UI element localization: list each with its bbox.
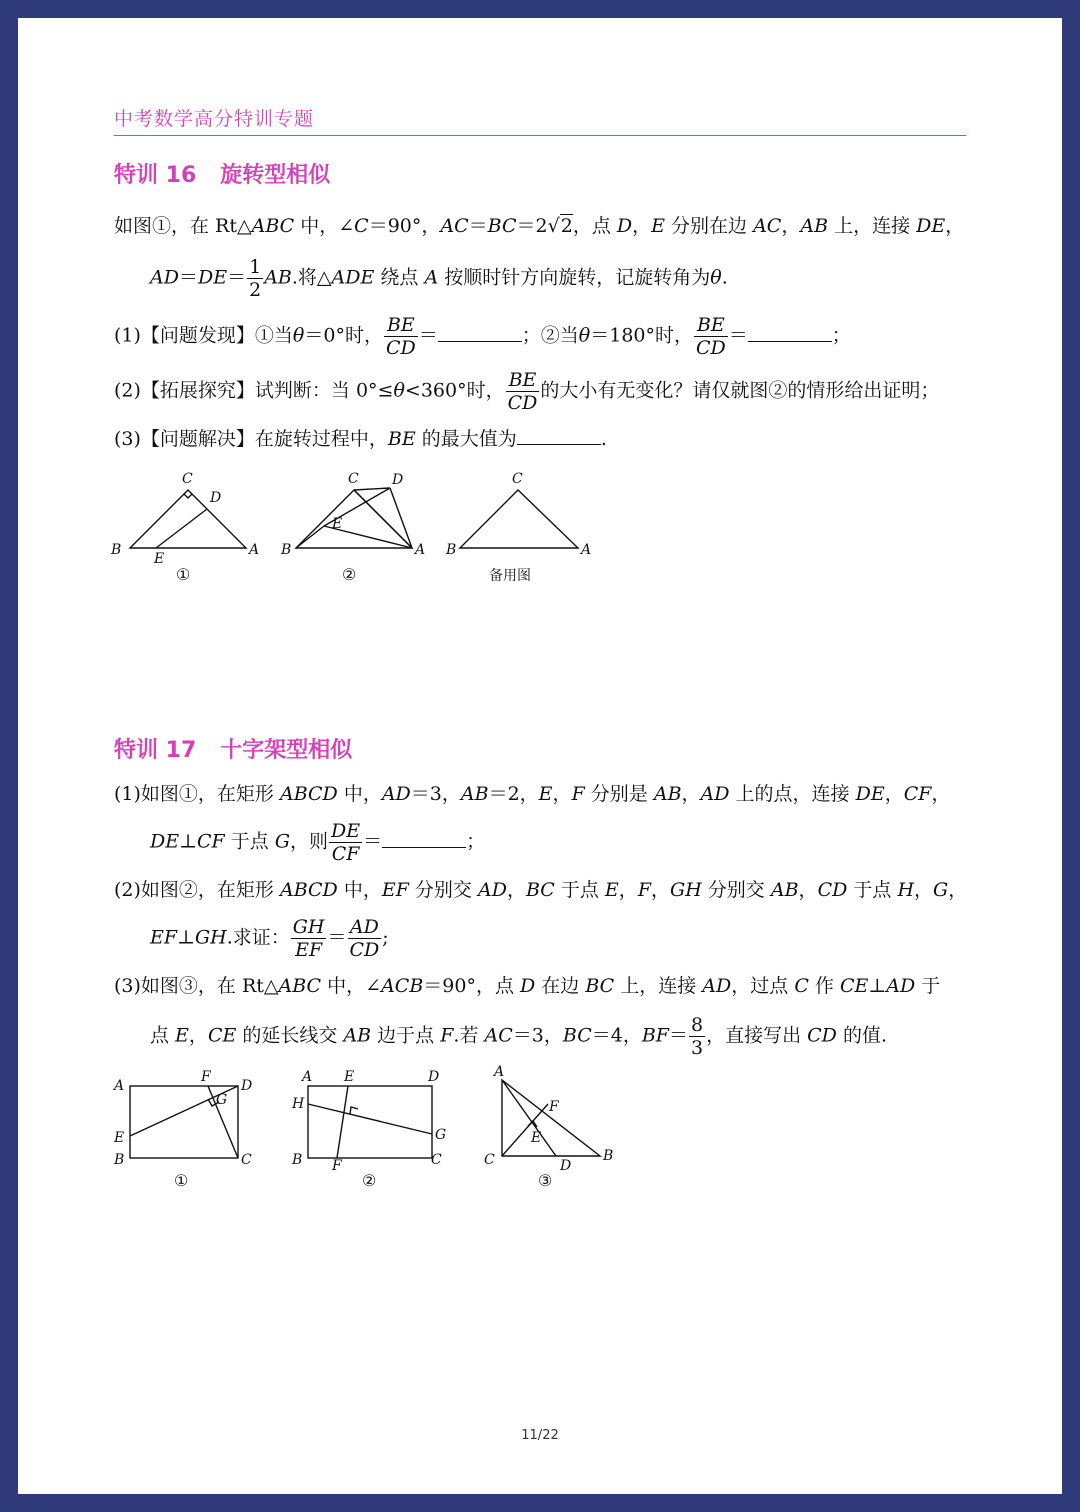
text: (3)【问题解决】在旋转过程中，	[114, 428, 388, 450]
text: ，	[651, 879, 671, 901]
text: ＝	[327, 926, 347, 949]
text: AB	[460, 783, 489, 805]
segment-hg	[308, 1104, 432, 1134]
label-b: B	[446, 542, 457, 558]
sec17-p2-line1	[114, 878, 967, 902]
sec17-p3-line1	[114, 974, 940, 998]
sec17-p1-line2	[150, 820, 485, 865]
denominator: CD	[385, 337, 416, 359]
text: ＝90°，点	[423, 975, 521, 997]
text: AB	[653, 783, 682, 805]
sec16-intro-line2	[150, 256, 728, 301]
section-17-title	[114, 733, 352, 764]
text: BC	[562, 1024, 592, 1047]
text: ＝	[418, 324, 438, 347]
page-number: 11/22	[521, 1428, 559, 1443]
fraction-be-cd	[694, 314, 728, 359]
text: ABC	[278, 975, 322, 997]
text: ＝180°时，	[590, 324, 693, 347]
text: AD	[381, 783, 411, 805]
text: BC	[585, 975, 615, 997]
label-b: B	[292, 1152, 303, 1168]
text: ＝	[668, 1024, 688, 1047]
label-e: E	[114, 1130, 125, 1146]
text: ⊥	[179, 830, 197, 853]
text: EF	[381, 879, 409, 901]
label-a: A	[249, 542, 260, 558]
denominator: CD	[696, 337, 726, 359]
text: 的值.	[836, 1024, 888, 1047]
section-17-number: 特训 17	[114, 738, 197, 763]
denominator: CD	[507, 392, 538, 414]
text: 于点	[224, 830, 275, 853]
text: AB	[264, 266, 292, 289]
text: AC	[753, 215, 782, 237]
text: EF	[150, 926, 178, 949]
caption-fig1: ①	[174, 1171, 189, 1190]
label-a: A	[415, 542, 426, 558]
text: F	[637, 879, 651, 901]
text: ＝90°，	[368, 215, 441, 237]
text: 分别交	[408, 879, 478, 901]
label-b: B	[114, 1152, 125, 1168]
sec17-p2-line2	[150, 916, 389, 961]
label-e: E	[344, 1069, 355, 1085]
text: AD	[700, 783, 730, 805]
fraction-be-cd	[384, 314, 418, 359]
page-header: 中考数学高分特训专题	[114, 108, 315, 130]
text: GH	[194, 926, 227, 949]
text: AC	[440, 215, 469, 237]
label-a: A	[114, 1078, 125, 1094]
figure-1	[110, 471, 259, 584]
numerator: 1	[249, 256, 262, 278]
answer-blank[interactable]	[438, 323, 522, 342]
label-b: B	[603, 1148, 614, 1164]
text: ABCD	[279, 879, 338, 901]
text: ；	[831, 324, 851, 347]
text: ＝2，	[488, 783, 539, 805]
label-f: F	[549, 1099, 559, 1115]
segment-cd	[354, 488, 390, 490]
label-c: C	[182, 471, 193, 487]
text: DE	[916, 215, 946, 237]
numerator: BE	[384, 314, 418, 337]
text: ＝3，	[410, 783, 461, 805]
fraction-gh-ef	[291, 916, 327, 961]
text: (1)【问题发现】①当	[114, 324, 293, 347]
text: D	[520, 975, 536, 997]
right-angle-mark	[350, 1107, 358, 1114]
answer-blank[interactable]	[517, 426, 601, 445]
text: CE	[207, 1024, 237, 1047]
label-c: C	[431, 1152, 442, 1168]
fraction-ad-cd	[348, 916, 382, 961]
text: ，	[632, 215, 652, 237]
label-c: C	[348, 471, 359, 487]
label-e: E	[154, 551, 165, 567]
fraction-be-cd	[506, 369, 540, 414]
label-d: D	[241, 1078, 253, 1094]
text: ⊥	[177, 926, 195, 949]
text: ACB	[381, 975, 424, 997]
fraction-half	[247, 256, 263, 301]
text: (1)如图①，在矩形	[114, 783, 280, 805]
label-d: D	[428, 1069, 440, 1085]
text: DE	[197, 266, 228, 289]
text: 中，	[337, 783, 382, 805]
text: C	[354, 215, 369, 237]
text: ，	[931, 783, 951, 805]
section-16-number: 特训 16	[114, 163, 197, 188]
denominator: 2	[249, 279, 262, 301]
text: BC	[525, 879, 555, 901]
text: θ	[710, 266, 722, 289]
sqrt-radicand: 2	[560, 215, 573, 237]
text: ⊥	[868, 975, 887, 997]
text: ，	[945, 215, 965, 237]
rectangle-abcd	[308, 1086, 432, 1158]
denominator: 3	[691, 1037, 704, 1059]
text: E	[604, 879, 619, 901]
label-c: C	[241, 1152, 252, 1168]
text: ，	[798, 879, 818, 901]
segment-ca	[354, 490, 412, 548]
text: AC	[484, 1024, 513, 1047]
numerator: AD	[348, 916, 382, 939]
figure-2	[280, 471, 425, 584]
text: (3)如图③，在 Rt△	[114, 975, 279, 997]
label-f: F	[332, 1158, 342, 1174]
text: ＝	[468, 215, 488, 237]
text: ，	[188, 1024, 208, 1047]
text: 上的点，连接	[729, 783, 856, 805]
numerator: GH	[292, 916, 325, 938]
header-rule	[114, 135, 966, 136]
text: ；	[466, 830, 486, 853]
label-h: H	[292, 1096, 305, 1112]
text: ，过点	[731, 975, 795, 997]
text: ABC	[251, 215, 295, 237]
text: BE	[387, 428, 416, 450]
text: ；②当	[521, 324, 579, 347]
text: AB	[770, 879, 799, 901]
text: 在边	[535, 975, 586, 997]
caption-fig2: ②	[342, 565, 357, 584]
text: .求证：	[226, 926, 290, 949]
text: ，	[948, 879, 968, 901]
denominator: CD	[349, 939, 380, 961]
denominator: EF	[295, 939, 323, 961]
text: CE	[839, 975, 869, 997]
text: .若	[453, 1024, 485, 1047]
text: ＝	[728, 324, 748, 347]
section-16-name: 旋转型相似	[220, 163, 331, 188]
figure-2	[291, 1069, 446, 1190]
sec16-q2	[114, 369, 939, 414]
text: ，	[681, 783, 701, 805]
text: 上，连接	[614, 975, 703, 997]
sec17-figures	[106, 1064, 626, 1204]
text: ，	[618, 879, 638, 901]
triangle-abc	[502, 1080, 600, 1156]
denominator: CF	[331, 843, 360, 865]
triangle-abc	[460, 490, 578, 548]
text: 如图①，在 Rt△	[114, 215, 252, 237]
label-a: A	[581, 542, 592, 558]
text: AD	[886, 975, 916, 997]
label-a: A	[302, 1069, 313, 1085]
text: GH	[670, 879, 702, 901]
text: CD	[817, 879, 848, 901]
text: 于点	[847, 879, 898, 901]
text: 分别交	[701, 879, 771, 901]
text: A	[424, 266, 439, 289]
numerator: DE	[331, 820, 361, 842]
text: BF	[641, 1024, 669, 1047]
text: E	[538, 783, 553, 805]
label-d: D	[392, 472, 404, 488]
text: ＝	[227, 266, 247, 289]
text: DE	[855, 783, 885, 805]
text: AD	[702, 975, 732, 997]
text: .	[721, 266, 728, 289]
figure-spare	[445, 471, 591, 584]
sec17-p1-line1	[114, 782, 950, 806]
text: 绕点	[374, 266, 425, 289]
text: 于点	[554, 879, 605, 901]
text: BC	[487, 215, 517, 237]
text: AB	[800, 215, 829, 237]
text: (2)【拓展探究】试判断：当 0°≤	[114, 379, 394, 402]
text: 作	[808, 975, 840, 997]
text: ，则	[290, 830, 329, 853]
text: F	[571, 783, 585, 805]
label-c: C	[512, 471, 523, 487]
label-g: G	[435, 1127, 447, 1143]
text: ，直接写出	[706, 1024, 808, 1047]
right-angle-mark	[184, 494, 192, 498]
segment-da	[390, 488, 412, 548]
text: 中，∠	[321, 975, 382, 997]
numerator: 8	[691, 1014, 704, 1036]
caption-fig2: ②	[362, 1171, 377, 1190]
text: (2)如图②，在矩形	[114, 879, 280, 901]
text: ，点	[572, 215, 617, 237]
text: E	[175, 1024, 189, 1047]
section-16-title	[114, 158, 330, 189]
text: F	[440, 1024, 454, 1047]
text: 的大小有无变化？请仅就图②的情形给出证明；	[540, 379, 940, 402]
text: E	[651, 215, 665, 237]
text: θ	[393, 379, 405, 402]
label-a: A	[494, 1064, 505, 1080]
caption-fig1: ①	[176, 565, 191, 584]
text: ADE	[331, 266, 375, 289]
segment-be	[296, 526, 324, 548]
label-d: D	[560, 1158, 572, 1174]
figure-1	[112, 1069, 252, 1190]
text: 点	[150, 1024, 176, 1047]
text: AB	[343, 1024, 372, 1047]
text: 边于点	[371, 1024, 441, 1047]
text: G	[274, 830, 290, 853]
text: 中，	[337, 879, 382, 901]
text: CF	[903, 783, 932, 805]
answer-blank[interactable]	[382, 829, 466, 848]
text: ，	[506, 879, 526, 901]
text: ，	[884, 783, 904, 805]
answer-blank[interactable]	[748, 323, 832, 342]
sec16-figures	[106, 466, 606, 596]
figure-3	[484, 1064, 613, 1190]
text: DE	[150, 830, 180, 853]
text: 的延长线交	[236, 1024, 344, 1047]
text: ＝2	[516, 215, 548, 237]
text: θ	[578, 324, 591, 347]
text: AD	[150, 266, 179, 289]
text: ＝	[178, 266, 198, 289]
text: ，	[781, 215, 801, 237]
numerator: BE	[506, 369, 540, 392]
text: 分别在边	[664, 215, 754, 237]
label-b: B	[111, 542, 122, 558]
fraction-de-cf	[329, 820, 362, 865]
text: .	[600, 428, 607, 450]
text: ＝	[363, 830, 383, 853]
text: ，	[914, 879, 934, 901]
sec17-p3-line2	[150, 1014, 887, 1059]
label-c: C	[484, 1152, 495, 1168]
label-e: E	[531, 1130, 542, 1146]
text: D	[616, 215, 633, 237]
label-d: D	[210, 490, 222, 506]
document-page	[18, 18, 1062, 1494]
text: ，	[552, 783, 572, 805]
label-e: E	[332, 516, 343, 532]
caption-fig3: ③	[538, 1171, 553, 1190]
text: C	[794, 975, 809, 997]
text: CD	[807, 1024, 837, 1047]
text: CF	[196, 830, 225, 853]
text: .将△	[291, 266, 332, 289]
segment-ad	[502, 1080, 556, 1156]
text: ;	[382, 926, 389, 949]
text: AD	[477, 879, 507, 901]
text: 中，∠	[294, 215, 355, 237]
text: ＝0°时，	[304, 324, 383, 347]
section-17-name: 十字架型相似	[220, 738, 353, 763]
label-g: G	[216, 1092, 228, 1108]
text: <360°时，	[404, 379, 505, 402]
sec16-intro-line1: 如图①，在 Rt△ABC 中，∠C＝90°，AC＝BC＝2√2，点 D，E 分别在边 AC，AB 上，连接 DE，	[114, 215, 965, 237]
caption-spare: 备用图	[489, 568, 531, 584]
text: H	[897, 879, 915, 901]
text: 按顺时针方向旋转，记旋转角为	[438, 266, 711, 289]
text: ＝3，	[512, 1024, 563, 1047]
text: 的最大值为	[415, 428, 517, 450]
text: ABCD	[279, 783, 338, 805]
text: 上，连接	[828, 215, 917, 237]
text: 分别是	[584, 783, 654, 805]
text: ＝4，	[591, 1024, 642, 1047]
text: 于	[915, 975, 941, 997]
sec16-q1	[114, 314, 851, 359]
fraction-eight-thirds	[689, 1014, 705, 1059]
sec16-q3	[114, 426, 607, 451]
numerator: BE	[694, 314, 728, 337]
label-b: B	[281, 542, 292, 558]
text: θ	[292, 324, 305, 347]
label-f: F	[201, 1069, 211, 1085]
text: G	[933, 879, 949, 901]
segment-ef	[337, 1086, 348, 1158]
